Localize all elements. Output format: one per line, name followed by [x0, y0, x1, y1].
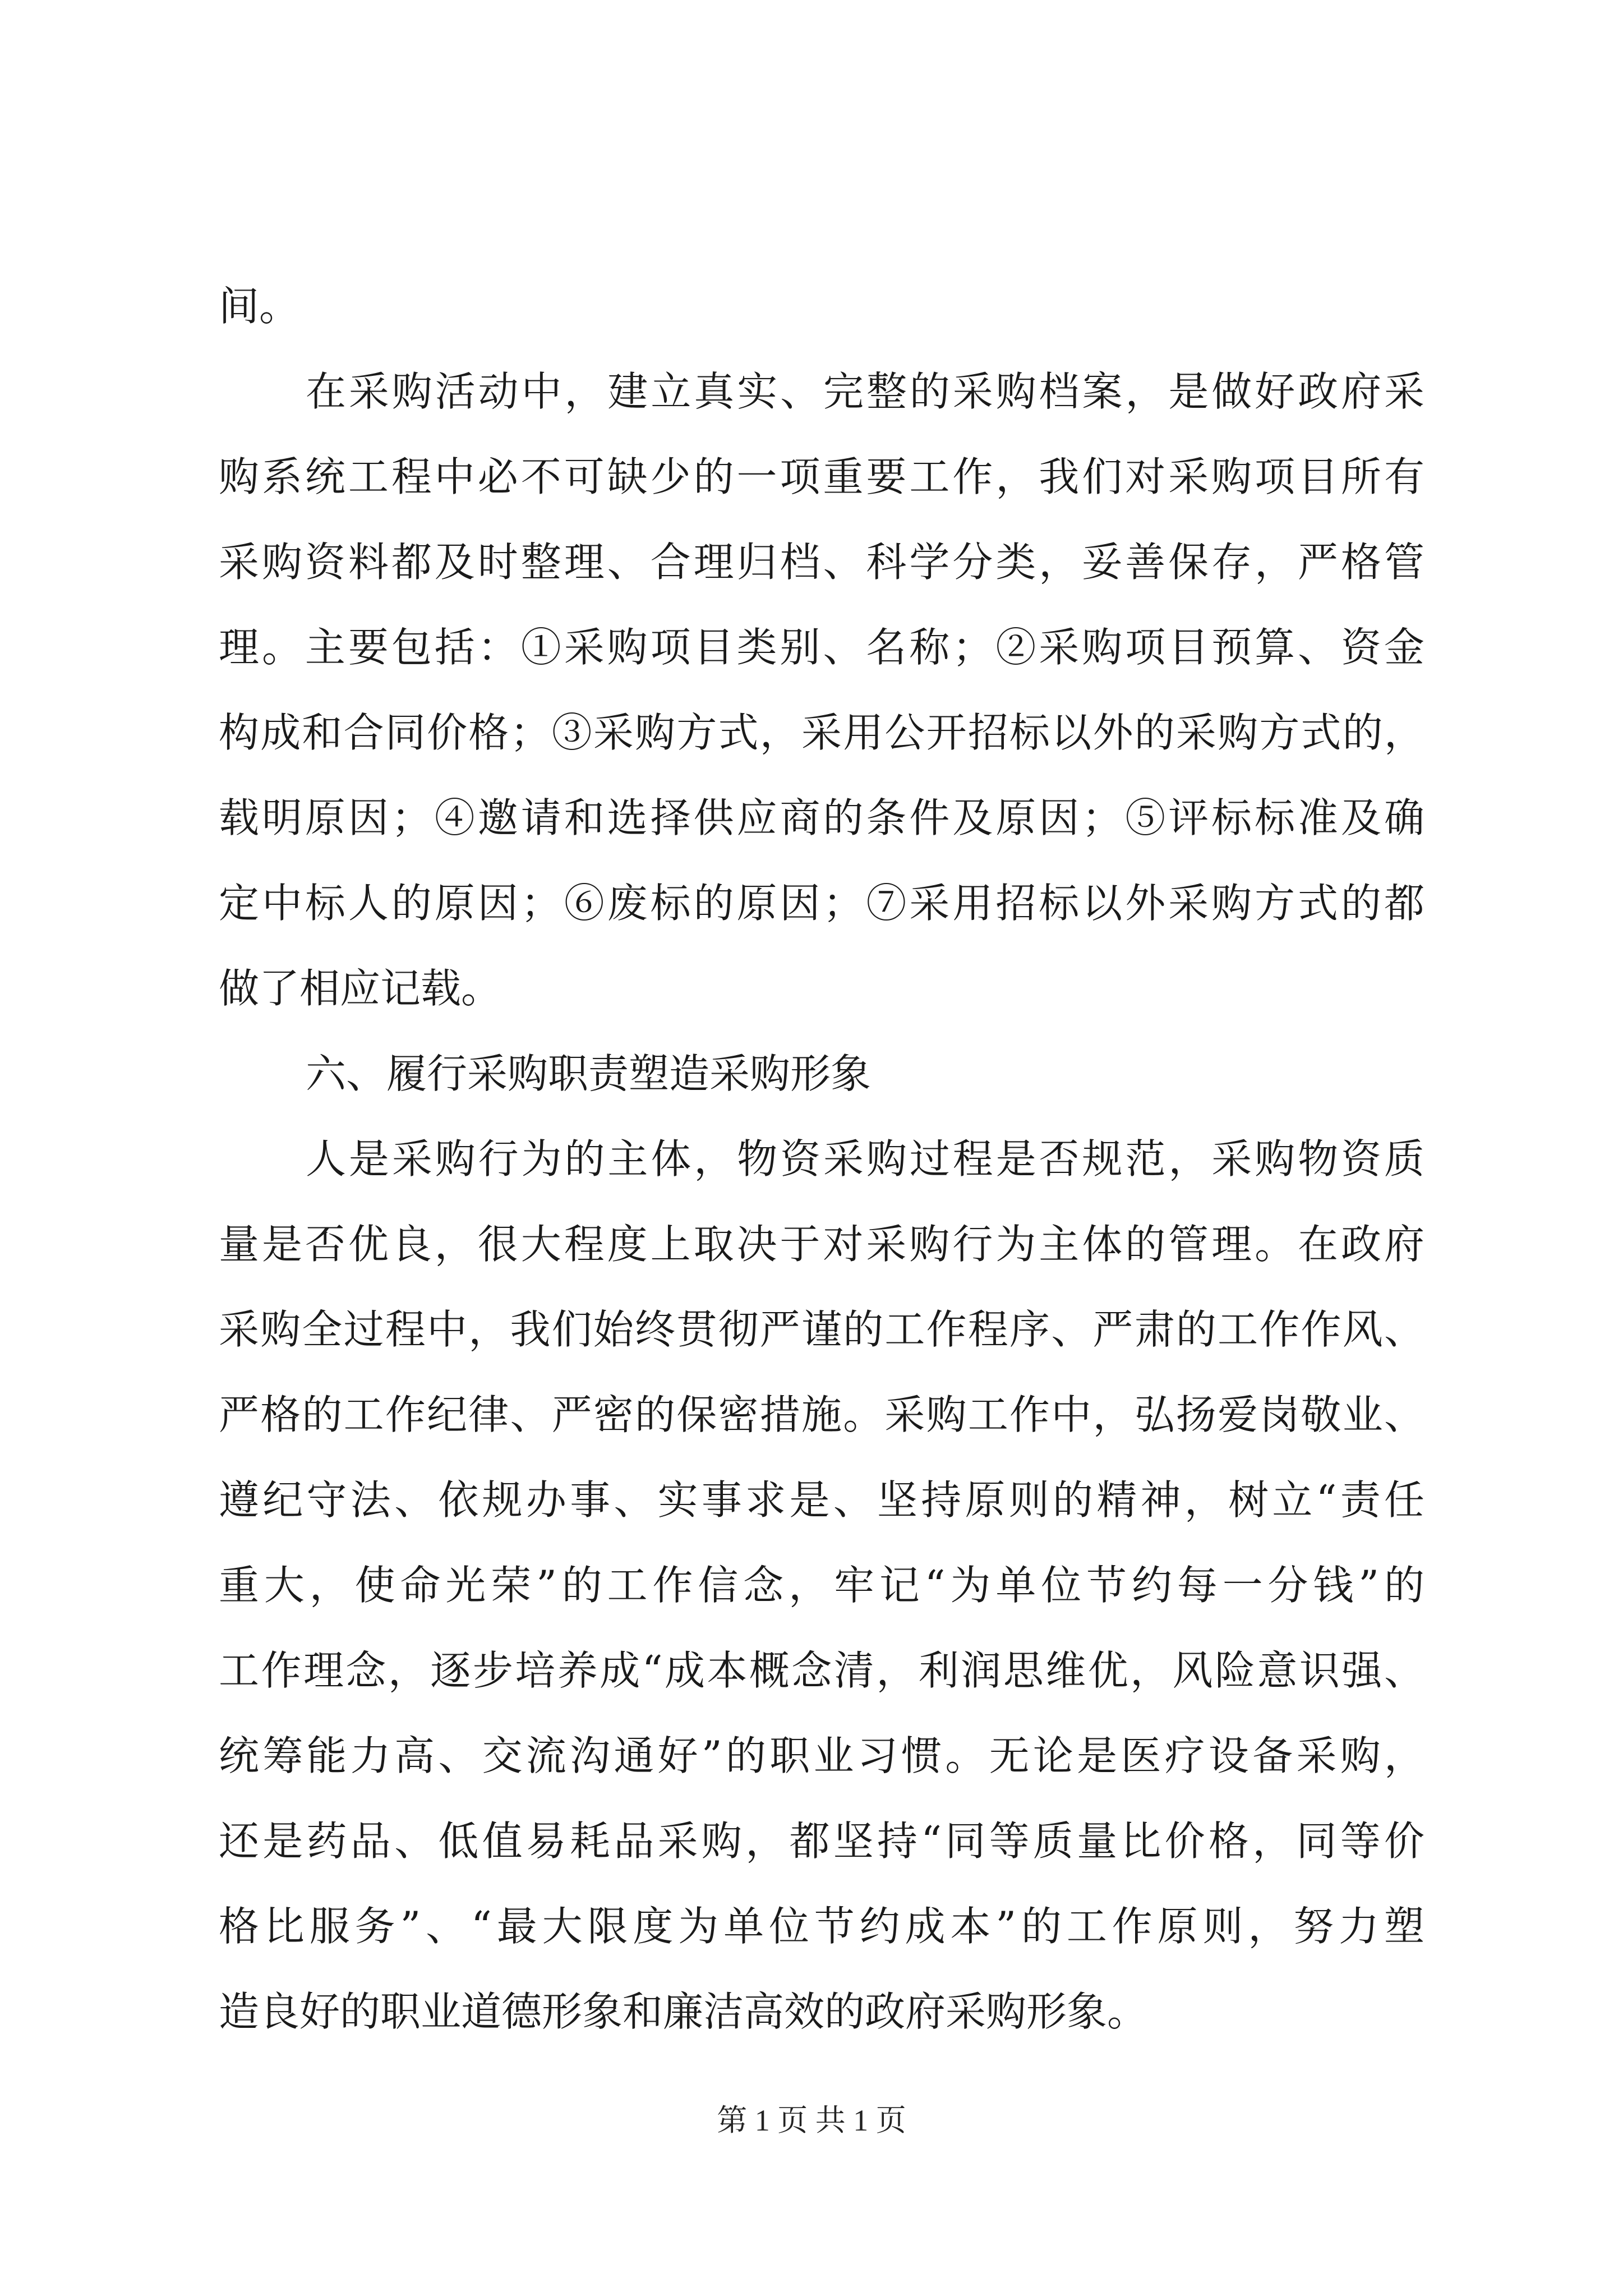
text-line: 造良好的职业道德形象和廉洁高效的政府采购形象。 [219, 1988, 1148, 2035]
section-heading: 六、履行采购职责塑造采购形象 [306, 1050, 872, 1097]
text-line: 理。主要包括：①采购项目类别、名称；②采购项目预算、资金 [219, 624, 1424, 671]
text-line: 购系统工程中必不可缺少的一项重要工作，我们对采购项目所有 [219, 453, 1424, 500]
text-line: 采购资料都及时整理、合理归档、科学分类，妥善保存，严格管 [219, 539, 1424, 586]
document-body [219, 264, 1424, 2054]
text-line: 量是否优良，很大程度上取决于对采购行为主体的管理。在政府 [219, 1221, 1424, 1268]
text-line: 还是药品、低值易耗品采购，都坚持“同等质量比价格，同等价 [219, 1818, 1424, 1865]
text-line: 人是采购行为的主体，物资采购过程是否规范，采购物资质 [306, 1135, 1424, 1182]
text-line: 间。 [219, 283, 300, 330]
text-line: 做了相应记载。 [219, 965, 502, 1012]
text-line: 遵纪守法、依规办事、实事求是、坚持原则的精神，树立“责任 [219, 1476, 1424, 1524]
text-line: 严格的工作纪律、严密的保密措施。采购工作中，弘扬爱岗敬业、 [219, 1391, 1424, 1438]
page-footer: 第 1 页 共 1 页 [717, 2104, 906, 2137]
text-line: 格比服务”、“最大限度为单位节约成本”的工作原则，努力塑 [219, 1903, 1424, 1950]
text-line: 工作理念，逐步培养成“成本概念清，利润思维优，风险意识强、 [219, 1647, 1424, 1694]
text-line: 在采购活动中，建立真实、完整的采购档案，是做好政府采 [306, 368, 1424, 415]
text-line: 统筹能力高、交流沟通好”的职业习惯。无论是医疗设备采购， [219, 1732, 1424, 1779]
text-line: 重大，使命光荣”的工作信念，牢记“为单位节约每一分钱”的 [219, 1562, 1424, 1609]
text-line: 构成和合同价格；③采购方式，采用公开招标以外的采购方式的， [219, 709, 1424, 756]
text-line: 采购全过程中，我们始终贯彻严谨的工作程序、严肃的工作作风、 [219, 1306, 1424, 1353]
text-line: 定中标人的原因；⑥废标的原因；⑦采用招标以外采购方式的都 [219, 880, 1424, 927]
text-line: 载明原因；④邀请和选择供应商的条件及原因；⑤评标标准及确 [219, 794, 1424, 841]
